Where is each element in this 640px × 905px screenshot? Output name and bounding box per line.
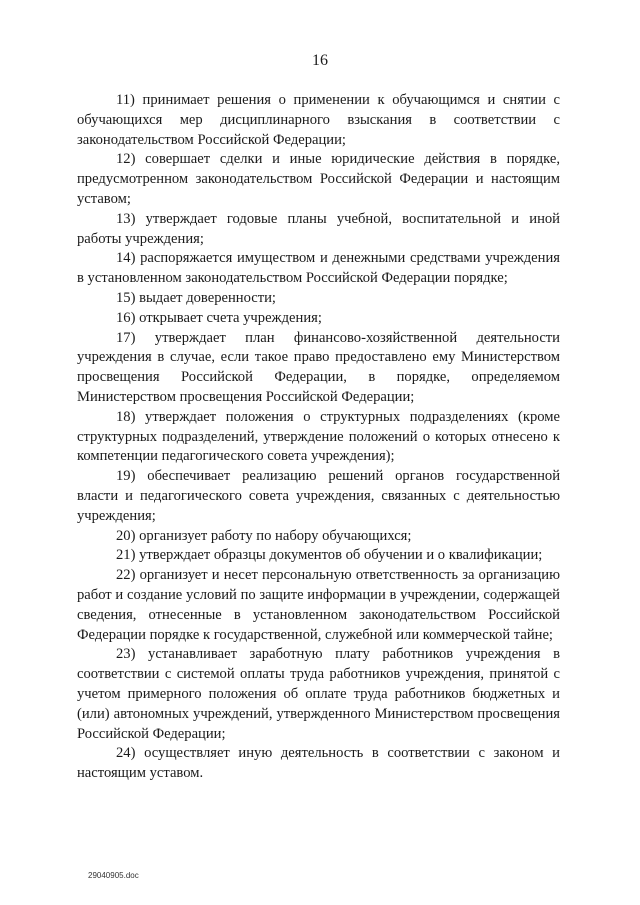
item-list (77, 91, 560, 784)
list-item: 12) совершает сделки и иные юридические действия в порядке, предусмотренном законодательством Российской Федерации и настоящим уставом; (77, 151, 560, 207)
list-item: 24) осуществляет иную деятельность в соответствии с законом и настоящим уставом. (77, 745, 560, 782)
list-item: 13) утверждает годовые планы учебной, воспитательной и иной работы учреждения; (77, 210, 560, 247)
list-item: 14) распоряжается имуществом и денежными средствами учреждения в установленном законодательством Российской Федерации порядке; (77, 250, 560, 287)
list-item: 18) утверждает положения о структурных подразделениях (кроме структурных подразделений, утверждение положений о которых отнесено к компетенции педагогического совета учреждения); (77, 408, 560, 465)
list-item: 19) обеспечивает реализацию решений органов государственной власти и педагогического совета учреждения, связанных с деятельностью учреждения; (77, 468, 560, 524)
list-item: 22) организует и несет персональную ответственность за организацию работ и создание условий по защите информации в учреждении, содержащей сведения, отнесенные в установленном законодательством Российской Федерации порядке к государственной, служебной или коммерческой тайне; (77, 567, 560, 643)
list-item: 23) устанавливает заработную плату работников учреждения в соответствии с системой оплаты труда работников учреждения, принятой с учетом примерного положения об оплате труда работников бюджетных и (или) автономных учреждений, утвержденного Министерством просвещения Российской Федерации; (77, 646, 560, 742)
page-number: 16 (312, 52, 328, 69)
file-name-footer: 29040905.doc (88, 871, 139, 880)
list-item: 11) принимает решения о применении к обучающимся и снятии с обучающихся мер дисциплинарного взыскания в соответствии с законодательством Российской Федерации; (77, 92, 560, 148)
list-item: 21) утверждает образцы документов об обучении и о квалификации; (116, 547, 543, 564)
list-item: 20) организует работу по набору обучающихся; (116, 527, 412, 544)
list-item: 17) утверждает план финансово-хозяйственной деятельности учреждения в случае, если такое право предоставлено ему Министерством просвещения Российской Федерации, в порядке, определяемом Министерством просвещения Российской Федерации; (77, 329, 560, 405)
list-item: 15) выдает доверенности; (116, 289, 276, 306)
list-item: 16) открывает счета учреждения; (116, 309, 322, 326)
